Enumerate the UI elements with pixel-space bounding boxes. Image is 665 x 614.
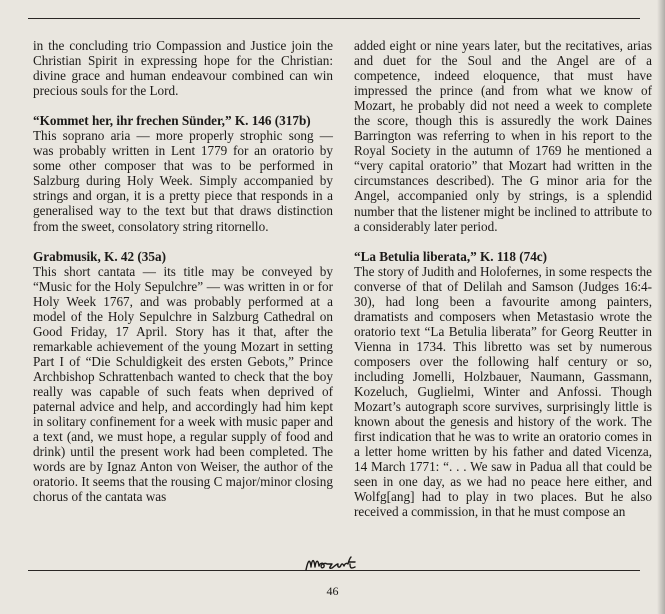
page-number: 46 <box>326 584 339 598</box>
section-body-kommet: This soprano aria — more properly strophic song — was probably written in Lent 1779 for an oratorio by some other composer that was to be performed in Salzburg during Holy Week. Simply accompanied by strings and organ, it is a pretty piece that responds in a generalised way to the text but that draws distinction from the sweet, consolatory string ritornello. <box>33 128 333 234</box>
mozart-signature-logo <box>303 552 363 576</box>
intro-paragraph: in the concluding trio Compassion and Justice join the Christian Spirit in expressing hope for the Christian: divine grace and human endeavour combined can win precious souls for the Lord. <box>33 38 333 99</box>
top-rule <box>28 18 640 19</box>
right-column <box>354 38 652 519</box>
section-heading-betulia: “La Betulia liberata,” K. 118 (74c) <box>354 248 548 264</box>
section-heading-grabmusik: Grabmusik, K. 42 (35a) <box>33 248 166 264</box>
section-body-grabmusik: This short cantata — its title may be conveyed by “Music for the Holy Sepulchre” — was written in or for Holy Week 1767, and was probably performed at a model of the Holy Sepulchre in Salzburg Cathedral on Good Friday, 17 April. Story has it that, after the remarkable achievement of the young Mozart in setting Part I of “Die Schuldigkeit des ersten Gebots,” Prince Archbishop Schrattenbach wanted to check that the boy really was capable of such feats when deprived of paternal advice and help, and accordingly had him kept in solitary confinement for a week with music paper and a text (and, we must hope, a regular supply of food and drink) until the present work had been completed. The words are by Ignaz Anton von Weiser, the author of the oratorio. It seems that the rousing C major/minor closing chorus of the cantata was <box>33 263 333 505</box>
page-edge-shadow <box>657 0 665 614</box>
section-body-betulia: The story of Judith and Holofernes, in some respects the converse of that of Delilah and Samson (Judges 16:4-30), had long been a favourite among painters, dramatists and composers when Metastasio wrote the oratorio text “La Betulia liberata” for Georg Reutter in Vienna in 1734. This libretto was set by numerous composers over the following half century or so, including Jomelli, Holzbauer, Naumann, Gassmann, Kozeluch, Guglielmi, Winter and Anfossi. Though Mozart’s autograph score survives, surprisingly little is known about the genesis and history of the work. The first indication that he was to write an oratorio comes in a letter home written by his father and dated Vicenza, 14 March 1771: “. . . We saw in Padua all that could be seen in one day, as we had no peace here either, and Wolfg[ang] had to play in two places. But he also received a commission, in that he must compose an <box>354 263 652 520</box>
continuation-paragraph: added eight or nine years later, but the recitatives, arias and duet for the Soul and the Angel are of a competence, indeed eloquence, that must have impressed the prince (and from what we know of Mozart, he probably did not need a week to complete the score, though this is assuredly the work Daines Barrington was referring to when in his report to the Royal Society in the autumn of 1769 he mentioned a “very capital oratorio” that Mozart had written in the circumstances described). The G minor aria for the Angel, accompanied only by strings, is a splendid number that the listener might be inclined to attribute to a considerably later period. <box>354 38 652 234</box>
section-heading-kommet: “Kommet her, ihr frechen Sünder,” K. 146 (317b) <box>33 113 311 129</box>
left-column <box>33 38 333 504</box>
